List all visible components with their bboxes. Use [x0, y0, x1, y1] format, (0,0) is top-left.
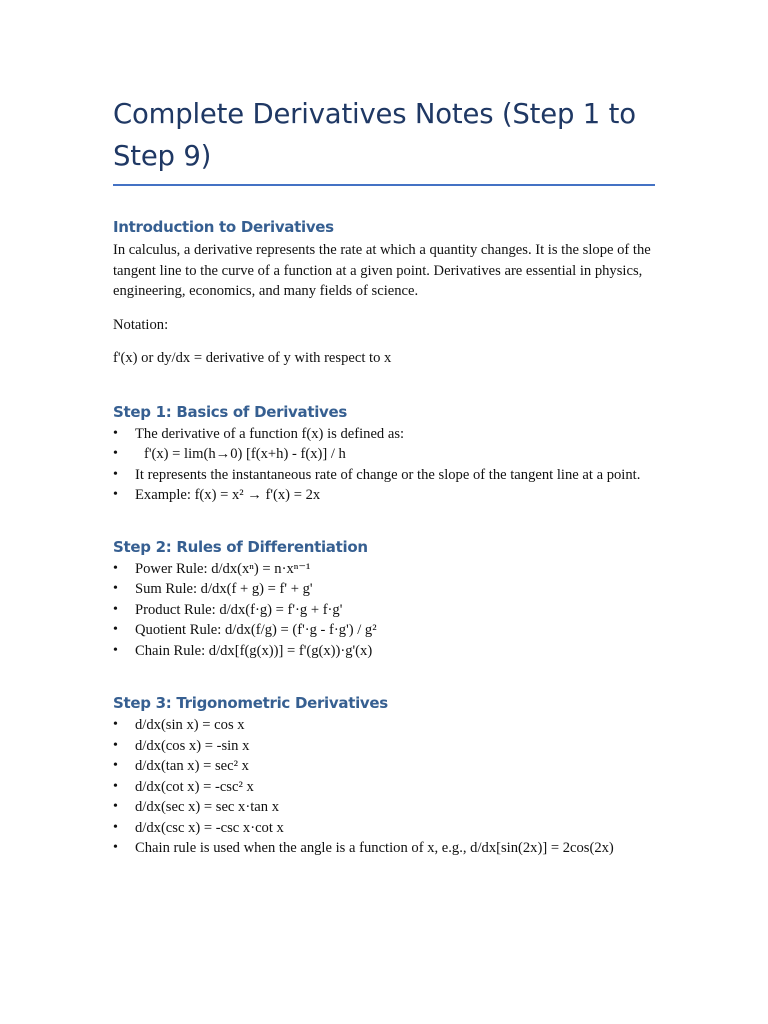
list-item: • Chain Rule: d/dx[f(g(x))] = f'(g(x))·g'(x) — [113, 641, 655, 662]
section-introduction — [113, 217, 655, 369]
intro-paragraph: In calculus, a derivative represents the rate at which a quantity changes. It is the slope of the tangent line to the curve of a function at a given point. Derivatives are essential in physics, engineering, economics, and many fields of science. — [113, 242, 651, 299]
list-item: • d/dx(sin x) = cos x — [113, 715, 655, 736]
step-1-list — [113, 424, 655, 506]
list-item: • Sum Rule: d/dx(f + g) = f' + g' — [113, 579, 655, 600]
step-3-list — [113, 715, 655, 859]
list-item: • d/dx(cos x) = -sin x — [113, 736, 655, 757]
list-item: • d/dx(cot x) = -csc² x — [113, 777, 655, 798]
section-step-2 — [113, 537, 655, 662]
step-2-list — [113, 559, 655, 662]
list-item: • d/dx(csc x) = -csc x·cot x — [113, 818, 655, 839]
notation-label: Notation: — [113, 316, 169, 333]
list-item: • Chain rule is used when the angle is a function of x, e.g., d/dx[sin(2x)] = 2cos(2x) — [113, 838, 655, 859]
list-item: • Example: f(x) = x² → f'(x) = 2x — [113, 485, 655, 506]
list-item: • d/dx(tan x) = sec² x — [113, 756, 655, 777]
section-heading-step-3: Step 3: Trigonometric Derivatives — [113, 694, 388, 712]
list-item: • Product Rule: d/dx(f·g) = f'·g + f·g' — [113, 600, 655, 621]
section-heading-step-2: Step 2: Rules of Differentiation — [113, 537, 368, 556]
section-heading-introduction: Introduction to Derivatives — [113, 218, 334, 236]
list-item: • It represents the instantaneous rate of change or the slope of the tangent line at a point. — [113, 465, 655, 486]
list-item: • f'(x) = lim(h→0) [f(x+h) - f(x)] / h — [113, 444, 655, 465]
list-item: • Power Rule: d/dx(xⁿ) = n·xⁿ⁻¹ — [113, 559, 655, 580]
page-title: Complete Derivatives Notes (Step 1 to Step 9) — [113, 98, 636, 172]
list-item: • Quotient Rule: d/dx(f/g) = (f'·g - f·g') / g² — [113, 620, 655, 641]
section-step-1 — [113, 402, 655, 506]
list-item: • d/dx(sec x) = sec x·tan x — [113, 797, 655, 818]
list-item: • The derivative of a function f(x) is defined as: — [113, 424, 655, 445]
notation-text: f'(x) or dy/dx = derivative of y with respect to x — [113, 350, 392, 366]
section-step-3 — [113, 693, 655, 859]
section-heading-step-1: Step 1: Basics of Derivatives — [113, 402, 348, 421]
document-page — [113, 0, 655, 859]
title-divider — [113, 184, 655, 186]
